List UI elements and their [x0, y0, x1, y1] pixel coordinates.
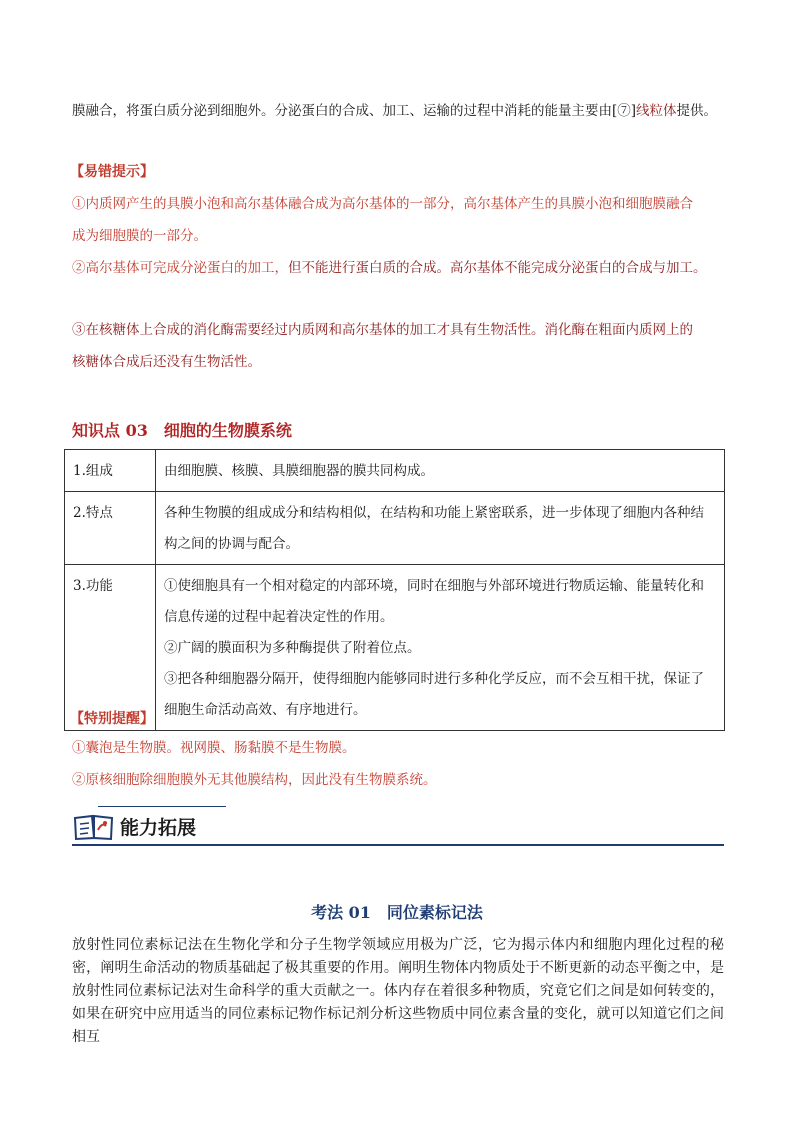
special-item-1: ①囊泡是生物膜。视网膜、肠黏膜不是生物膜。: [72, 740, 356, 756]
intro-text: 膜融合，将蛋白质分泌到细胞外。分泌蛋白的合成、加工、运输的过程中消耗的能量主要由[⑦]: [72, 103, 637, 119]
row-line: 细胞生命活动高效、有序地进行。: [164, 702, 367, 718]
intro-highlight: 线粒体: [636, 103, 677, 119]
special-heading: 【特别提醒】: [70, 711, 154, 727]
method-title: 考法 01 同位素标记法: [311, 903, 483, 922]
table-row: [65, 492, 725, 565]
row-value: [156, 565, 725, 731]
method-paragraph: 放射性同位素标记法在生物化学和分子生物学领域应用极为广泛，它为揭示体内和细胞内理化过程的秘密，阐明生命活动的物质基础起了极其重要的作用。阐明生物体内物质处于不断更新的动态平衡之中，是放射性同位素标记法对生命科学的重大贡献之一。体内存在着很多种物质，究竟它们之间是如何转变的，如果在研究中应用适当的同位素标记物作标记剂分析这些物质中同位素含量的变化，就可以知道它们之间相互: [72, 937, 724, 1045]
table-row: [65, 450, 725, 492]
tips-heading: 【易错提示】: [70, 164, 154, 180]
row-line: ①使细胞具有一个相对稳定的内部环境，同时在细胞与外部环境进行物质运输、能量转化和: [164, 578, 704, 594]
special-item-2: ②原核细胞除细胞膜外无其他膜结构，因此没有生物膜系统。: [72, 772, 437, 788]
banner-top-rule: [98, 806, 226, 807]
row-key: 1.组成: [65, 450, 156, 492]
ability-label: 能力拓展: [120, 817, 197, 839]
ability-banner: [72, 806, 724, 846]
tip-1-line-1: ①内质网产生的具膜小泡和高尔基体融合成为高尔基体的一部分，高尔基体产生的具膜小泡和细胞膜融合: [72, 196, 693, 212]
row-key: 2.特点: [65, 492, 156, 565]
knowledge-table: [64, 449, 725, 731]
tip-3-line-1: ③在核糖体上合成的消化酶需要经过内质网和高尔基体的加工才具有生物活性。消化酶在粗面内质网上的: [72, 322, 693, 338]
row-line: ②广阔的膜面积为多种酶提供了附着位点。: [164, 640, 421, 656]
tip-2-part-1: ②高尔基体可完成分泌蛋白的加工，: [72, 260, 288, 276]
tip-2-part-2: 但不能进行蛋白质的合成。高尔基体不能完成分泌蛋白的合成与加工。: [288, 260, 707, 276]
banner-bottom-rule: [72, 844, 724, 846]
intro-end: 提供。: [676, 103, 718, 119]
row-line: 构之间的协调与配合。: [164, 536, 299, 552]
row-value: [156, 450, 725, 492]
row-line: 各种生物膜的组成成分和结构相似，在结构和功能上紧密联系，进一步体现了细胞内各种结: [164, 505, 704, 521]
book-icon: [72, 812, 116, 842]
tip-3-line-2: 核糖体合成后还没有生物活性。: [72, 354, 261, 370]
row-line: 信息传递的过程中起着决定性的作用。: [164, 609, 394, 625]
row-line: ③把各种细胞器分隔开，使得细胞内能够同时进行多种化学反应，而不会互相干扰，保证了: [164, 671, 704, 687]
row-value: [156, 492, 725, 565]
row-key: 3.功能: [65, 565, 156, 731]
tip-1-line-2: 成为细胞膜的一部分。: [72, 228, 207, 244]
intro-line: [72, 101, 717, 121]
tip-2: [72, 258, 707, 278]
row-line: 由细胞膜、核膜、具膜细胞器的膜共同构成。: [164, 463, 434, 479]
table-row: [65, 565, 725, 731]
knowledge-title: 知识点 03 细胞的生物膜系统: [72, 421, 292, 440]
